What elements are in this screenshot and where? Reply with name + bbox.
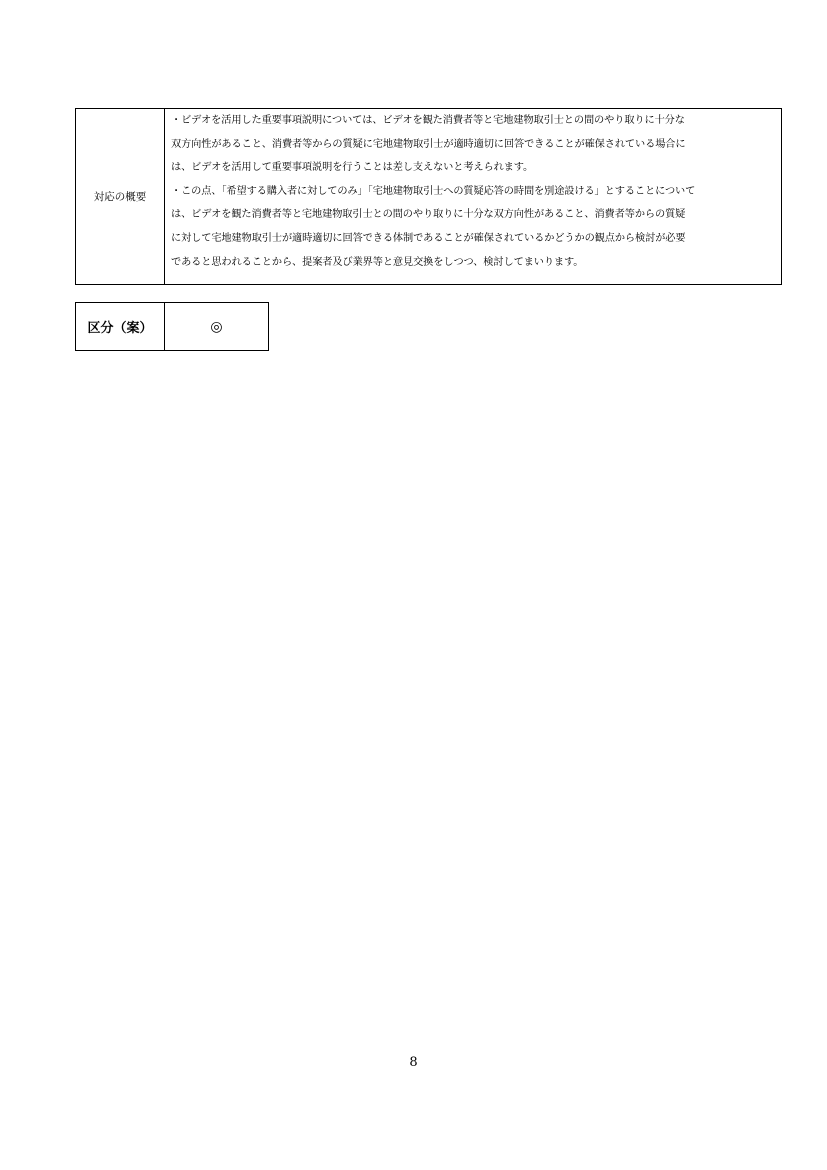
response-summary-content — [165, 109, 782, 285]
category-value: ◎ — [165, 303, 269, 351]
category-label: 区分（案） — [76, 303, 165, 351]
page-number: 8 — [409, 1055, 418, 1070]
content-line-6: に対して宅地建物取引士が適時適切に回答できる体制であることが確保されているかどうかの観点から検討が必要 — [171, 232, 686, 244]
content-line-5: は、ビデオを観た消費者等と宅地建物取引士との間のやり取りに十分な双方向性があること、消費者等からの質疑 — [171, 209, 686, 221]
response-summary-label: 対応の概要 — [76, 109, 165, 285]
content-line-2: 双方向性があること、消費者等からの質疑に宅地建物取引士が適時適切に回答できることが確保されている場合に — [171, 138, 686, 150]
response-summary-table — [75, 108, 782, 285]
response-summary-row — [76, 109, 782, 285]
category-table — [75, 302, 269, 351]
category-row — [76, 303, 269, 351]
content-line-3: は、ビデオを活用して重要事項説明を行うことは差し支えないと考えられます。 — [171, 162, 534, 174]
content-line-1: ・ビデオを活用した重要事項説明については、ビデオを観た消費者等と宅地建物取引士との間のやり取りに十分な — [171, 115, 685, 126]
content-line-4: ・この点、「希望する購入者に対してのみ」「宅地建物取引士への質疑応答の時間を別途設ける」とすることについて — [171, 185, 696, 197]
content-line-7: であると思われることから、提案者及び業界等と意見交換をしつつ、検討してまいります。 — [171, 256, 584, 268]
